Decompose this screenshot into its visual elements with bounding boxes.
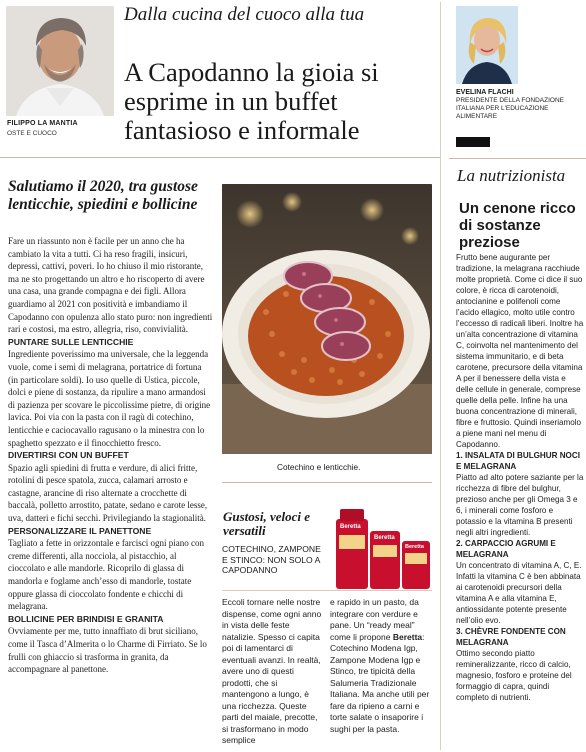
- box-text-col2: [330, 597, 434, 735]
- box-brand: Beretta: [392, 631, 423, 642]
- article-heading-1: PUNTARE SULLE LENTICCHIE: [8, 336, 134, 347]
- product-packages-image: [334, 505, 432, 593]
- nutritionist-photo: [456, 6, 518, 84]
- sidebar-item-text-1: Piatto ad alto potere saziante per la ricchezza di fibre del bulghur, prezioso anche per gli Omega 3 e 6, i minerali come fosforo e potassio e la vitamina B presenti negli altri ingredienti.: [456, 473, 584, 537]
- nutritionist-title: PRESIDENTE DELLA FONDAZIONE ITALIANA PER L'EDUCAZIONE ALIMENTARE: [456, 97, 564, 120]
- column-divider: [440, 2, 441, 750]
- article-paragraph-2: Spazio agli spiedini di frutta e verdure, di alici fritte, rotolini di pesce spatola, zucca, calamari arrosto e castagne, arancine di riso alternate a crocchette di baccalà, polletto arrostito, patate, sedano e carote lesse, uva, datteri e fichi secchi. Privilegiando la stagionalità.: [8, 462, 208, 524]
- article-heading-4: BOLLICINE PER BRINDISI E GRANITA: [8, 613, 164, 624]
- article-paragraph-3: Tagliato a fette in orizzontale e farcisci ogni piano con creme differenti, alla nocciola, al pistacchio, al cioccolato e alle mandorle. Ricoprilo di glassa di mandorla e foglame anch’esso di mandorle, tostate oppure glassa di cioccolato fondente e chicchi di melagrana.: [8, 538, 205, 612]
- chef-name: FILIPPO LA MANTIA: [7, 120, 78, 127]
- sidebar-intro: Frutto bene augurante per tradizione, la melagrana racchiude molte proprietà. Come ci dice il suo colore, è ricca di carotenoidi, antocianine e polifenoli come l’acido ellagico, molto utile contro l’eccesso di radicali liberi. Inoltre ha un’alta concentrazione di vitamina C, coinvolta nel mantenimento del sistema immunitario, e di beta carotene, precursore della vitamina A per il benessere della vista e delle cellule in generale, comprese quelle della pelle. Infine ha una buona concentrazione di minerali, fibre e fruttosio. Quindi inseriamolo a piene mani nel menu di Capodanno.: [456, 253, 584, 449]
- box-text-col2-b: : Cotechino Modena Igp, Zampone Modena Igp e Stinco, tre tipicità della Salumeria Tradizionale Italiana. Ma anche utili per fare da ripieno a carni e torte salate o insaporire i sughi per la pasta.: [330, 631, 430, 734]
- nutritionist-name: EVELINA FLACHI: [456, 89, 514, 96]
- nutritionist-portrait-image: [456, 6, 518, 84]
- article-heading-2: DIVERTIRSI CON UN BUFFET: [8, 450, 129, 461]
- article-subhead: Salutiamo il 2020, tra gustose lenticchie, spiedini e bollicine: [8, 178, 198, 213]
- article-intro: Fare un riassunto non è facile per un anno che ha cambiato la vita a tutti. Ci ha reso fragili, insicuri, depressi, cattivi, poveri. Io ho chiuso il mio ristorante, ma ne sto progettando un altro e ho riscoperto di avere una casa, una grande compagna e dei figli. Allora guardiamo al 2021 con positività e imbandiamo il Capodanno con opulenza allo stato puro: non ingredienti rari e costosi, ma estro, allegria, riso, convivialità.: [8, 236, 213, 335]
- sidebar-item-heading-1: 1. INSALATA DI BULGHUR NOCI E MELAGRANA: [456, 451, 580, 471]
- dish-photo: [222, 184, 432, 454]
- box-subhead: COTECHINO, ZAMPONE E STINCO: NON SOLO A CAPODANNO: [222, 544, 321, 575]
- sidebar-item-text-2: Un concentrato di vitamina A, C, E. Infatti la vitamina C è ben abbinata ai carotenoidi precursori della vitamina A e alla vitamina E, antiossidante potente presente nell’olio evo.: [456, 561, 582, 625]
- chef-role: OSTE E CUOCO: [7, 130, 57, 137]
- product-brand-label: Beretta: [374, 535, 395, 541]
- nutritionist-black-bar: [456, 137, 490, 147]
- article-paragraph-1: Ingrediente poverissimo ma universale, che la leggenda vuole, come i semi di melagrana, portatrice di fortuna (in particolare soldi). Io uso quelle di Ustica, piccole, dolci e piene di sostanza, da ripulire a mano armandosi di pazienza per scovare le piccolissime pietre, di origine lavica. Poi via con la pasta con il ragù di cotechino, lenticchie e caciocavallo ragusano o la minestra con lo spaghetto spezzato e il finocchietto fresco.: [8, 349, 211, 448]
- article-paragraph-4: Ovviamente per me, tutto innaffiato di brut siciliano, come il Tasca d’Almerita o lo Charme di Firriato. Se lo frulli con ghiaccio si trasforma in granita, da accompagnare al panettone.: [8, 626, 207, 675]
- page-headline: A Capodanno la gioia si esprime in un buffet fantasioso e informale: [124, 57, 379, 145]
- sidebar-body: [456, 252, 584, 703]
- column-kicker: Dalla cucina del cuoco alla tua: [124, 4, 365, 25]
- photo-rule: [222, 482, 432, 483]
- photo-caption: Cotechino e lenticchie.: [277, 462, 361, 472]
- product-brand-label: Beretta: [340, 524, 361, 530]
- article-body: [8, 235, 213, 676]
- sidebar-item-heading-2: 2. CARPACCIO AGRUMI E MELAGRANA: [456, 539, 556, 559]
- box-rule: [222, 590, 432, 591]
- chef-portrait-image: [6, 6, 114, 116]
- box-headline: Gustosi, veloci e versatili: [223, 509, 311, 538]
- sidebar-rule: [449, 158, 586, 159]
- header-rule: [0, 157, 440, 158]
- box-text-col1: Eccoli tornare nelle nostre dispense, come ogni anno in vista delle feste natalizie. Spesso ci capita poi di lamentarci di eventuali avanzi. In realtà, avere uno di questi prodotti, che si mantengono a lungo, è una ricchezza. Queste parti del maiale, precotte, si trasformano in modo semplice: [222, 597, 322, 745]
- sidebar-section-label: La nutrizionista: [457, 166, 566, 185]
- sidebar-item-text-3: Ottimo secondo piatto remineralizzante, ricco di calcio, magnesio, fosforo e proteine del formaggio di capra, quindi completo di nutrienti.: [456, 649, 572, 702]
- box-text-col2-a: e rapido in un pasto, da integrare con verdure e pane. Un “ready meal” come li propone: [330, 597, 419, 642]
- cotechino-lentils-image: [222, 184, 432, 454]
- sidebar-item-heading-3: 3. CHÈVRE FONDENTE CON MELAGRANA: [456, 627, 566, 647]
- chef-photo: [6, 6, 114, 116]
- product-brand-label: Beretta: [405, 544, 424, 550]
- sidebar-headline: Un cenone ricco di sostanze preziose: [459, 200, 576, 251]
- article-heading-3: PERSONALIZZARE IL PANETTONE: [8, 525, 152, 536]
